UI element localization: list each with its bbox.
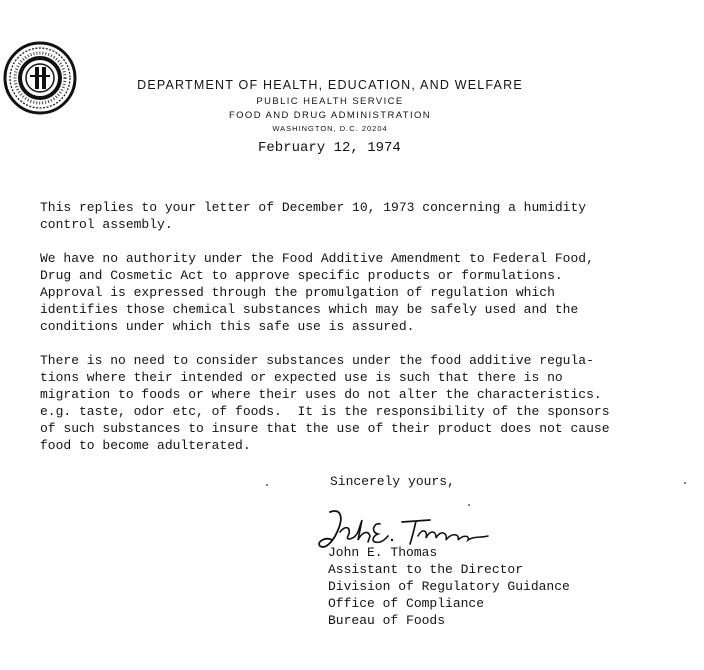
paragraph-line: tions where their intended or expected use is such that there is no xyxy=(40,370,563,385)
paragraph-line: conditions under which this safe use is assured. xyxy=(40,319,415,334)
letterhead-address: WASHINGTON, D.C. 20204 xyxy=(272,124,388,133)
letterhead-department: DEPARTMENT OF HEALTH, EDUCATION, AND WELFARE xyxy=(137,78,523,92)
paragraph-line: There is no need to consider substances under the food additive regula- xyxy=(40,353,594,368)
signatory-bureau: Bureau of Foods xyxy=(328,613,446,628)
paragraph-line: Drug and Cosmetic Act to approve specific products or formulations. xyxy=(40,268,563,283)
letterhead-administration: FOOD AND DRUG ADMINISTRATION xyxy=(228,110,432,121)
signatory-name: John E. Thomas xyxy=(328,545,438,560)
letterhead-service: PUBLIC HEALTH SERVICE xyxy=(256,96,404,107)
paragraph-2 xyxy=(40,250,594,335)
department-seal-icon xyxy=(2,40,78,116)
paragraph-line: We have no authority under the Food Additive Amendment to Federal Food, xyxy=(40,251,594,266)
signatory-title: Assistant to the Director xyxy=(328,562,524,577)
paragraph-line: e.g. taste, odor etc, of foods. It is the responsibility of the sponsors xyxy=(40,404,610,419)
paragraph-line: This replies to your letter of December 10, 1973 concerning a humidity xyxy=(40,200,587,215)
closing: Sincerely yours, xyxy=(330,474,455,489)
signatory-office: Office of Compliance xyxy=(328,596,485,611)
paragraph-line: food to become adulterated. xyxy=(40,438,251,453)
scan-speck xyxy=(266,484,268,486)
signatory-division: Division of Regulatory Guidance xyxy=(328,579,570,594)
paragraph-line: identifies those chemical substances which may be safely used and the xyxy=(40,302,579,317)
paragraph-line: Approval is expressed through the promulgation of regulation which xyxy=(40,285,555,300)
paragraph-line: of such substances to insure that the use of their product does not cause xyxy=(40,421,610,436)
scan-speck xyxy=(684,482,686,484)
paragraph-line: control assembly. xyxy=(40,217,173,232)
signature-block xyxy=(328,544,570,629)
letter-date: February 12, 1974 xyxy=(258,140,401,156)
paragraph-line: migration to foods or where their uses do not alter the characteristics. xyxy=(40,387,602,402)
paragraph-3 xyxy=(40,352,610,454)
scan-speck xyxy=(468,504,470,506)
paragraph-1 xyxy=(40,199,586,233)
